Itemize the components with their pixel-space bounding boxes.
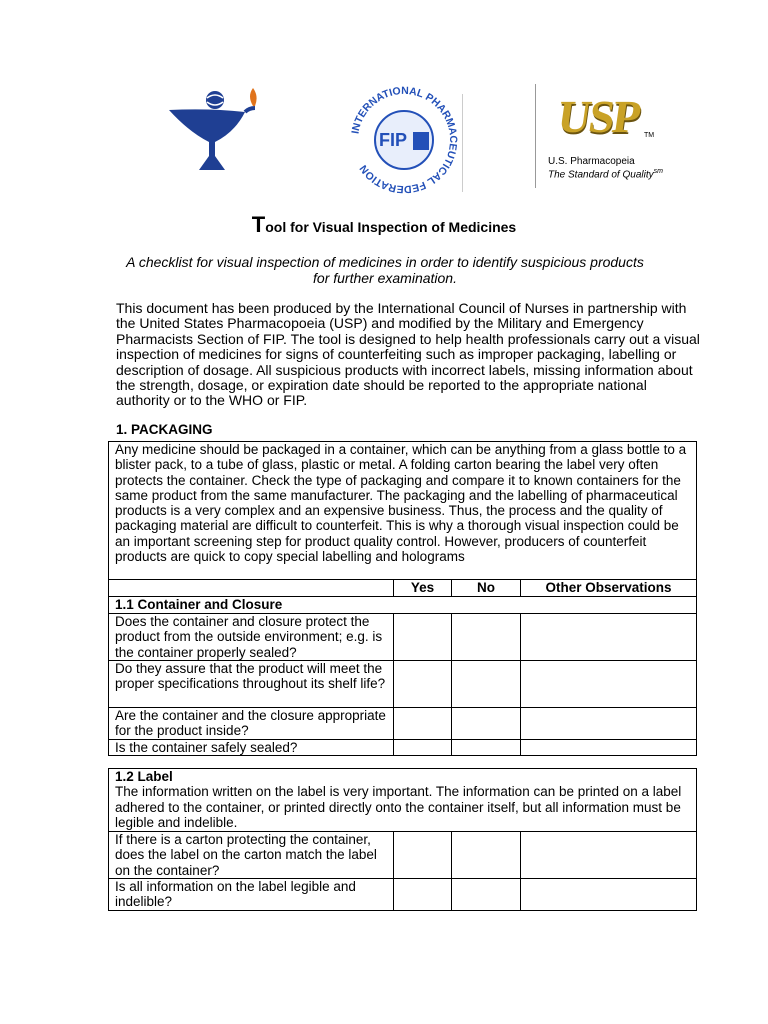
table-row <box>109 832 697 879</box>
title-rest: ool for Visual Inspection of Medicines <box>265 219 517 235</box>
no-cell[interactable] <box>452 708 521 740</box>
col-yes: Yes <box>394 580 452 597</box>
yes-cell[interactable] <box>394 708 452 740</box>
table-row <box>109 614 697 661</box>
no-cell[interactable] <box>452 879 521 911</box>
question-cell: If there is a carton protecting the container, does the label on the carton match the label on the container? <box>109 832 394 879</box>
table-header-row <box>109 580 697 597</box>
table-row <box>109 769 697 832</box>
observations-cell[interactable] <box>521 832 697 879</box>
usp-tm: TM <box>644 132 655 139</box>
fip-ring-text: INTERNATIONAL PHARMACEUTICAL FEDERATION <box>349 84 460 196</box>
yes-cell[interactable] <box>394 879 452 911</box>
section-heading-label: 1.2 Label <box>115 769 173 784</box>
question-cell: Does the container and closure protect the product from the outside environment; e.g. is the container properly sealed? <box>109 614 394 661</box>
table-row <box>109 442 697 580</box>
title-initial: T <box>251 212 266 237</box>
packaging-description: Any medicine should be packaged in a container, which can be anything from a glass bottle to a blister pack, to a tube of glass, plastic or metal. A folding carton bearing the label very often protects the container. Check the type of packaging and compare it to known containers for the same product from the same manufacturer. The packaging and the labelling of pharmaceutical products is a very complex and an expensive business. Thus, the process and the quality of packaging material are difficult to counterfeit. This is why a thorough visual inspection could be an important screening step for product quality control. However, producers of counterfeit products are quick to copy special labelling and holograms <box>109 442 697 580</box>
question-cell: Do they assure that the product will meet the proper specifications throughout its shelf life? <box>109 661 394 708</box>
fip-abbrev: FIP <box>379 130 408 150</box>
col-other-observations: Other Observations <box>521 580 697 597</box>
page-title <box>0 212 768 238</box>
observations-cell[interactable] <box>521 740 697 756</box>
label-table <box>108 768 697 911</box>
usp-name: U.S. Pharmacopeia <box>548 156 635 167</box>
packaging-table <box>108 441 697 756</box>
usp-logo <box>535 84 661 188</box>
usp-mark: USP <box>554 91 643 142</box>
label-description: The information written on the label is very important. The information can be printed on a label adhered to the container, or printed directly onto the container itself, but all information must be legible and indelible. <box>115 784 682 830</box>
no-cell[interactable] <box>452 832 521 879</box>
logo-bar <box>0 80 768 200</box>
subsection-container-closure: 1.1 Container and Closure <box>109 597 697 614</box>
question-cell: Is all information on the label legible and indelible? <box>109 879 394 911</box>
col-no: No <box>452 580 521 597</box>
table-row <box>109 708 697 740</box>
no-cell[interactable] <box>452 661 521 708</box>
observations-cell[interactable] <box>521 661 697 708</box>
table-row <box>109 661 697 708</box>
yes-cell[interactable] <box>394 832 452 879</box>
table-row <box>109 879 697 911</box>
icn-logo <box>165 86 265 174</box>
fip-logo <box>345 84 463 196</box>
yes-cell[interactable] <box>394 661 452 708</box>
observations-cell[interactable] <box>521 708 697 740</box>
intro-paragraph: This document has been produced by the International Council of Nurses in partnership with the United States Pharmacopoeia (USP) and modified by the Military and Emergency Pharmacists Section of FIP. The tool is designed to help health professionals carry out a visual inspection of medicines for signs of counterfeiting such as improper packaging, labelling or description of dosage. All suspicious products with incorrect labels, missing information about the strength, dosage, or expiration date should be reported to the appropriate national authority or to the WHO or FIP. <box>116 300 700 409</box>
question-cell: Are the container and the closure appropriate for the product inside? <box>109 708 394 740</box>
usp-tagline: The Standard of Quality$^{sm}$ <box>548 168 663 181</box>
label-section <box>109 769 697 832</box>
yes-cell[interactable] <box>394 614 452 661</box>
question-cell: Is the container safely sealed? <box>109 740 394 756</box>
observations-cell[interactable] <box>521 879 697 911</box>
table-row <box>109 740 697 756</box>
observations-cell[interactable] <box>521 614 697 661</box>
section-heading-packaging: 1. PACKAGING <box>116 422 213 437</box>
usp-tagline-sm: sm <box>653 168 663 175</box>
table-row <box>109 597 697 614</box>
subtitle: A checklist for visual inspection of medicines in order to identify suspicious products for further examination. <box>126 254 644 286</box>
no-cell[interactable] <box>452 614 521 661</box>
no-cell[interactable] <box>452 740 521 756</box>
yes-cell[interactable] <box>394 740 452 756</box>
